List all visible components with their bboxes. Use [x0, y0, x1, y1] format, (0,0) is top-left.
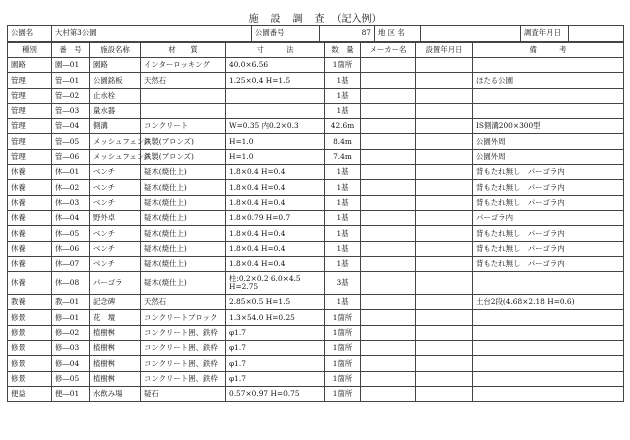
name-cell: 植樹桝 [90, 371, 141, 386]
dimensions-cell: W=0.35 内0.2×0.3 [226, 119, 325, 134]
install-date-cell [416, 295, 473, 310]
maker-cell [361, 325, 416, 340]
remarks-cell: 背もたれ無し パーゴラ内 [473, 226, 624, 241]
name-cell: 植樹桝 [90, 356, 141, 371]
install-date-cell [416, 73, 473, 88]
material-cell [141, 88, 226, 103]
number-cell: 管―03 [52, 103, 90, 118]
remarks-cell: 公園外周 [473, 134, 624, 149]
park-number-value: 87 [320, 26, 375, 42]
maker-cell [361, 256, 416, 271]
quantity-cell: 8.4m [325, 134, 361, 149]
install-date-cell [416, 256, 473, 271]
type-cell: 修景 [8, 325, 52, 340]
quantity-cell: 1箇所 [325, 386, 361, 401]
header-install-date: 設置年月日 [416, 43, 473, 58]
survey-date-value [569, 26, 624, 42]
maker-cell [361, 386, 416, 401]
type-cell: 修景 [8, 371, 52, 386]
table-row [8, 356, 624, 371]
number-cell: 管―06 [52, 149, 90, 164]
material-cell: コンクリート囲、鉄枠 [141, 341, 226, 356]
name-cell: 植樹桝 [90, 341, 141, 356]
number-cell: 休―05 [52, 226, 90, 241]
dimensions-cell [226, 88, 325, 103]
maker-cell [361, 210, 416, 225]
maker-cell [361, 73, 416, 88]
install-date-cell [416, 165, 473, 180]
table-row [8, 256, 624, 271]
material-cell: 疑木(焼仕上) [141, 226, 226, 241]
install-date-cell [416, 103, 473, 118]
name-cell: ベンチ [90, 165, 141, 180]
header-quantity: 数 量 [325, 43, 361, 58]
quantity-cell: 1箇所 [325, 356, 361, 371]
name-cell: 公園銘板 [90, 73, 141, 88]
quantity-cell: 1基 [325, 195, 361, 210]
install-date-cell [416, 180, 473, 195]
remarks-cell [473, 325, 624, 340]
type-cell: 休養 [8, 165, 52, 180]
maker-cell [361, 295, 416, 310]
table-row [8, 149, 624, 164]
park-number-label: 公園番号 [252, 26, 320, 42]
dimensions-cell: 1.25×0.4 H=1.5 [226, 73, 325, 88]
install-date-cell [416, 241, 473, 256]
name-cell: ベンチ [90, 256, 141, 271]
install-date-cell [416, 272, 473, 295]
maker-cell [361, 165, 416, 180]
maker-cell [361, 356, 416, 371]
number-cell: 管―01 [52, 73, 90, 88]
maker-cell [361, 341, 416, 356]
dimensions-cell: 1.8×0.4 H=0.4 [226, 226, 325, 241]
type-cell: 休養 [8, 226, 52, 241]
table-row [8, 103, 624, 118]
table-row [8, 386, 624, 401]
park-name-value: 大村第3公園 [52, 26, 252, 42]
remarks-cell [473, 371, 624, 386]
quantity-cell: 1基 [325, 241, 361, 256]
dimensions-cell: 1.8×0.4 H=0.4 [226, 180, 325, 195]
name-cell: 植樹桝 [90, 325, 141, 340]
type-cell: 休養 [8, 256, 52, 271]
type-cell: 修景 [8, 356, 52, 371]
maker-cell [361, 103, 416, 118]
material-cell: 鉄製(ブロンズ) [141, 134, 226, 149]
material-cell: 疑木(焼仕上) [141, 180, 226, 195]
material-cell: 疑木(焼仕上) [141, 256, 226, 271]
type-cell: 管理 [8, 119, 52, 134]
material-cell: 疑木(焼仕上) [141, 272, 226, 295]
type-cell: 休養 [8, 272, 52, 295]
type-cell: 園路 [8, 58, 52, 73]
install-date-cell [416, 341, 473, 356]
material-cell: 天然石 [141, 73, 226, 88]
table-row [8, 195, 624, 210]
name-cell: パーゴラ [90, 272, 141, 295]
quantity-cell: 42.6m [325, 119, 361, 134]
dimensions-cell: H=1.0 [226, 149, 325, 164]
dimensions-cell: φ1.7 [226, 356, 325, 371]
header-row [8, 43, 624, 58]
quantity-cell: 1箇所 [325, 325, 361, 340]
remarks-cell: 公園外周 [473, 149, 624, 164]
material-cell: 鉄製(ブロンズ) [141, 149, 226, 164]
district-label: 地 区 名 [375, 26, 421, 42]
type-cell: 休養 [8, 180, 52, 195]
remarks-cell [473, 341, 624, 356]
quantity-cell: 1箇所 [325, 58, 361, 73]
install-date-cell [416, 134, 473, 149]
type-cell: 教養 [8, 295, 52, 310]
quantity-cell: 1基 [325, 226, 361, 241]
material-cell: 天然石 [141, 295, 226, 310]
remarks-cell: ほたる公園 [473, 73, 624, 88]
name-cell: 記念碑 [90, 295, 141, 310]
remarks-cell: 背もたれ無し パーゴラ内 [473, 195, 624, 210]
remarks-cell [473, 272, 624, 295]
table-row [8, 371, 624, 386]
dimensions-cell: 0.57×0.97 H=0.75 [226, 386, 325, 401]
name-cell: ベンチ [90, 241, 141, 256]
table-row [8, 134, 624, 149]
maker-cell [361, 272, 416, 295]
name-cell: ベンチ [90, 180, 141, 195]
quantity-cell: 1基 [325, 88, 361, 103]
install-date-cell [416, 386, 473, 401]
install-date-cell [416, 371, 473, 386]
install-date-cell [416, 88, 473, 103]
install-date-cell [416, 226, 473, 241]
remarks-cell: パーゴラ内 [473, 210, 624, 225]
number-cell: 休―03 [52, 195, 90, 210]
remarks-cell [473, 88, 624, 103]
type-cell: 管理 [8, 134, 52, 149]
quantity-cell: 1基 [325, 256, 361, 271]
number-cell: 休―07 [52, 256, 90, 271]
quantity-cell: 1基 [325, 180, 361, 195]
number-cell: 修―05 [52, 371, 90, 386]
quantity-cell: 1基 [325, 295, 361, 310]
type-cell: 便益 [8, 386, 52, 401]
material-cell: コンクリート [141, 119, 226, 134]
maker-cell [361, 310, 416, 325]
quantity-cell: 1箇所 [325, 310, 361, 325]
header-type: 種別 [8, 43, 52, 58]
number-cell: 修―03 [52, 341, 90, 356]
maker-cell [361, 241, 416, 256]
dimensions-cell [226, 103, 325, 118]
table-row [8, 73, 624, 88]
maker-cell [361, 226, 416, 241]
name-cell: ベンチ [90, 226, 141, 241]
table-row [8, 226, 624, 241]
name-cell: メッシュフェンス [90, 149, 141, 164]
quantity-cell: 1基 [325, 165, 361, 180]
maker-cell [361, 195, 416, 210]
number-cell: 管―05 [52, 134, 90, 149]
table-row [8, 295, 624, 310]
remarks-cell: IS側溝200×300型 [473, 119, 624, 134]
maker-cell [361, 371, 416, 386]
material-cell: 疑石 [141, 386, 226, 401]
install-date-cell [416, 195, 473, 210]
dimensions-cell: 1.8×0.79 H=0.7 [226, 210, 325, 225]
material-cell: 疑木(焼仕上) [141, 165, 226, 180]
table-row [8, 272, 624, 295]
name-cell: ベンチ [90, 195, 141, 210]
type-cell: 休養 [8, 210, 52, 225]
remarks-cell [473, 310, 624, 325]
dimensions-cell: φ1.7 [226, 371, 325, 386]
header-dimensions: 寸 法 [226, 43, 325, 58]
header-remarks: 備 考 [473, 43, 624, 58]
material-cell: 疑木(焼仕上) [141, 210, 226, 225]
type-cell: 休養 [8, 241, 52, 256]
remarks-cell: 背もたれ無し パーゴラ内 [473, 256, 624, 271]
name-cell: 量水器 [90, 103, 141, 118]
quantity-cell: 1基 [325, 103, 361, 118]
number-cell: 修―01 [52, 310, 90, 325]
survey-date-label: 調査年月日 [521, 26, 569, 42]
number-cell: 園―01 [52, 58, 90, 73]
number-cell: 休―04 [52, 210, 90, 225]
quantity-cell: 1基 [325, 210, 361, 225]
header-material: 材 質 [141, 43, 226, 58]
table-row [8, 58, 624, 73]
name-cell: 止水栓 [90, 88, 141, 103]
remarks-cell [473, 103, 624, 118]
name-cell: メッシュフェンス [90, 134, 141, 149]
install-date-cell [416, 58, 473, 73]
quantity-cell: 7.4m [325, 149, 361, 164]
quantity-cell: 3基 [325, 272, 361, 295]
material-cell: インターロッキング [141, 58, 226, 73]
type-cell: 管理 [8, 149, 52, 164]
type-cell: 管理 [8, 103, 52, 118]
header-facility-name: 施設名称 [90, 43, 141, 58]
dimensions-cell: 1.8×0.4 H=0.4 [226, 241, 325, 256]
table-row [8, 325, 624, 340]
name-cell: 水飲み場 [90, 386, 141, 401]
dimensions-cell: H=1.0 [226, 134, 325, 149]
install-date-cell [416, 149, 473, 164]
maker-cell [361, 134, 416, 149]
number-cell: 休―06 [52, 241, 90, 256]
material-cell: コンクリート囲、鉄枠 [141, 356, 226, 371]
quantity-cell: 1基 [325, 73, 361, 88]
number-cell: 休―01 [52, 165, 90, 180]
district-value [421, 26, 521, 42]
name-cell: 野外卓 [90, 210, 141, 225]
number-cell: 修―04 [52, 356, 90, 371]
number-cell: 休―08 [52, 272, 90, 295]
dimensions-cell: φ1.7 [226, 341, 325, 356]
install-date-cell [416, 356, 473, 371]
header-maker: メーカー名 [361, 43, 416, 58]
name-cell: 花 壇 [90, 310, 141, 325]
table-row [8, 180, 624, 195]
dimensions-cell: φ1.7 [226, 325, 325, 340]
type-cell: 修景 [8, 341, 52, 356]
type-cell: 休養 [8, 195, 52, 210]
remarks-cell: 背もたれ無し パーゴラ内 [473, 241, 624, 256]
name-cell: 園路 [90, 58, 141, 73]
maker-cell [361, 180, 416, 195]
maker-cell [361, 149, 416, 164]
number-cell: 休―02 [52, 180, 90, 195]
material-cell: コンクリート囲、鉄枠 [141, 325, 226, 340]
park-name-label: 公園名 [8, 26, 52, 42]
title-subtitle: （記入例） [331, 14, 382, 25]
type-cell: 修景 [8, 310, 52, 325]
dimensions-cell: 40.0×6.56 [226, 58, 325, 73]
install-date-cell [416, 310, 473, 325]
remarks-cell [473, 356, 624, 371]
type-cell: 管理 [8, 88, 52, 103]
number-cell: 管―02 [52, 88, 90, 103]
quantity-cell: 1箇所 [325, 341, 361, 356]
table-row [8, 241, 624, 256]
table-row [8, 341, 624, 356]
dimensions-cell: 柱:0.2×0.2 6.0×4.5 H=2.75 [226, 272, 325, 295]
install-date-cell [416, 325, 473, 340]
title-text: 施 設 調 査 [248, 14, 326, 25]
install-date-cell [416, 210, 473, 225]
facility-table [7, 42, 624, 402]
maker-cell [361, 119, 416, 134]
maker-cell [361, 88, 416, 103]
dimensions-cell: 1.8×0.4 H=0.4 [226, 165, 325, 180]
remarks-cell [473, 386, 624, 401]
remarks-cell: 土台2段(4.68×2.18 H=0.6) [473, 295, 624, 310]
number-cell: 管―04 [52, 119, 90, 134]
name-cell: 側溝 [90, 119, 141, 134]
remarks-cell: 背もたれ無し パーゴラ内 [473, 180, 624, 195]
dimensions-cell: 1.8×0.4 H=0.4 [226, 195, 325, 210]
remarks-cell: 背もたれ無し パーゴラ内 [473, 165, 624, 180]
dimensions-cell: 1.8×0.4 H=0.4 [226, 256, 325, 271]
park-info-table [7, 25, 624, 42]
material-cell: 疑木(焼仕上) [141, 195, 226, 210]
dimensions-cell: 2.85×0.5 H=1.5 [226, 295, 325, 310]
material-cell: コンクリート囲、鉄枠 [141, 371, 226, 386]
install-date-cell [416, 119, 473, 134]
quantity-cell: 1箇所 [325, 371, 361, 386]
material-cell: 疑木(焼仕上) [141, 241, 226, 256]
type-cell: 管理 [8, 73, 52, 88]
number-cell: 修―02 [52, 325, 90, 340]
maker-cell [361, 58, 416, 73]
table-row [8, 88, 624, 103]
header-number: 番 号 [52, 43, 90, 58]
document-title [0, 10, 630, 25]
material-cell [141, 103, 226, 118]
material-cell: コンクリートブロック [141, 310, 226, 325]
table-row [8, 165, 624, 180]
table-row [8, 310, 624, 325]
remarks-cell [473, 58, 624, 73]
table-row [8, 210, 624, 225]
number-cell: 教―01 [52, 295, 90, 310]
table-row [8, 119, 624, 134]
dimensions-cell: 1.3×54.0 H=0.25 [226, 310, 325, 325]
number-cell: 便―01 [52, 386, 90, 401]
